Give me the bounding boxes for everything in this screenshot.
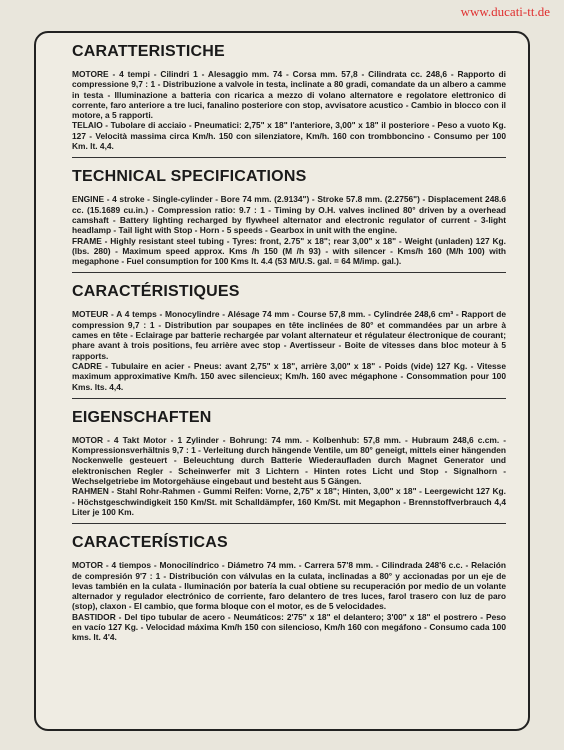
section-heading: CARACTERÍSTICAS bbox=[72, 534, 228, 552]
spec-paragraph bbox=[72, 309, 506, 360]
spec-label: BASTIDOR bbox=[72, 611, 116, 622]
spec-text: - Stahl Rohr-Rahmen - Gummi Reifen: Vorne, 2,75" x 18"; Hinten, 3,00" x 18" - Leergewicht 127 Kg. - Höchstgeschwindigkeit 150 Km/St. mit Schalldämpfer, 160 Km/St. mit Megaphon - Brennstoffverbrauch 4,4 Liter je 100 Km. bbox=[72, 486, 506, 517]
section-english bbox=[72, 168, 506, 266]
spec-text: - 4 tempi - Cilindri 1 - Alesaggio mm. 74 - Corsa mm. 57,8 - Cilindrata cc. 248,6 - Rapporto di compressione 9,7 : 1 - Distribuzione a valvole in testa, inclinate a 80 gradi, comandate da un albero a camme in testa - Illuminazione a batteria con ricarica a mezzo di volano alternatore e regolatore elettronico di corrente, faro anteriore a tre luci, fanalino posteriore con stop, avvisatore acustico - Cambio in blocco con il motore, a 5 rapporti. bbox=[72, 69, 506, 121]
spec-label: MOTEUR bbox=[72, 309, 109, 320]
spec-label: RAHMEN bbox=[72, 486, 109, 497]
spec-paragraph bbox=[72, 361, 506, 392]
section-divider bbox=[72, 157, 506, 158]
section-spanish bbox=[72, 534, 506, 642]
spec-text: - 4 stroke - Single-cylinder - Bore 74 mm. (2.9134") - Stroke 57.8 mm. (2.2756") - Displacement 248.6 cc. (15.1689 cu.in.) - Compression ratio: 9.7 : 1 - Timing by O.H. valves inclined 80° driven by a overhead camshaft - Battery lighting recharged by flywheel alternator and electronic regulator of current - 3-light headlamp - Tail light with Stop - Horn - 5 speeds - Gearbox in unit with the engine. bbox=[72, 194, 506, 236]
spec-text: - Del tipo tubular de acero - Neumáticos: 2'75" x 18" el delantero; 3'00" x 18" el postrero - Peso en vacío 127 Kg. - Velocidad máxima Km/h 150 con silencioso, Km/h 160 con megáfono - Consumo cada 100 kms. lt. 4'4. bbox=[72, 611, 506, 643]
spec-text: - Tubolare di acciaio - Pneumatici: 2,75" x 18" l'anteriore, 3,00" x 18" il posteriore - Peso a vuoto Kg. 127 - Velocità massima circa Km/h. 150 con silenziatore, Km/h. 160 con trombboncino - Consumo per 100 Km. lt. 4,4. bbox=[72, 120, 506, 152]
section-heading: EIGENSCHAFTEN bbox=[72, 408, 212, 426]
spec-paragraph bbox=[72, 435, 506, 486]
spec-paragraph bbox=[72, 194, 506, 235]
section-divider bbox=[72, 272, 506, 273]
spec-label: FRAME bbox=[72, 235, 102, 246]
section-divider bbox=[72, 398, 506, 399]
spec-text: - 4 tiempos - Monocilíndrico - Diámetro 74 mm. - Carrera 57'8 mm. - Cilindrada 248'6 c.c. - Relación de compresión 9'7 : 1 - Distribución con válvulas en la culata, inclinadas a 80° y accionadas por un eje de levas también en la culata - Iluminación por batería la cual obtiene su recuperación por medio de un volante alternador y regulador electrónico de corriente, faro delantero de tres luces, farol trasero con luz de paro (stop), claxon - El cambio, que forma bloque con el motor, es de 5 velocidades. bbox=[72, 560, 506, 612]
spec-sheet bbox=[34, 31, 530, 731]
spec-paragraph bbox=[72, 486, 506, 517]
section-divider bbox=[72, 523, 506, 524]
section-italian bbox=[72, 43, 506, 151]
spec-paragraph bbox=[72, 69, 506, 120]
spec-label: ENGINE bbox=[72, 194, 105, 205]
spec-label: TELAIO bbox=[72, 120, 103, 131]
spec-label: CADRE bbox=[72, 360, 102, 371]
spec-paragraph bbox=[72, 236, 506, 267]
website-url[interactable]: www.ducati-tt.de bbox=[460, 4, 550, 19]
spec-paragraph bbox=[72, 120, 506, 151]
spec-label: MOTOR bbox=[72, 560, 104, 571]
section-heading: CARATTERISTICHE bbox=[72, 43, 225, 60]
spec-text: - A 4 temps - Monocylindre - Alésage 74 mm - Course 57,8 mm. - Cylindrée 248,6 cm³ - Rapport de compression 9,7 : 1 - Distribution par soupapes en tête inclinées de 80° et commandées par un arbre à cames en tête - Eclairage par batterie rechargée par volant alternateur et régulateur électronique de courant; phare avant à trois positions, feu arrière avec stop - Avertisseur - Boite de vitesses dans bloc moteur à 5 rapports. bbox=[72, 309, 506, 361]
spec-text: - Tubulaire en acier - Pneus: avant 2,75" x 18", arrière 3,00" x 18" - Poids (vide) 127 Kg. - Vitesse maximum approximative Km/h. 150 avec silencieux; Km/h. 160 avec mégaphone - Consommation pour 100 Kms. lts. 4,4. bbox=[72, 360, 506, 392]
section-french bbox=[72, 283, 506, 391]
spec-text: - Highly resistant steel tubing - Tyres: front, 2.75" x 18"; rear 3,00" x 18" - Weight (unladen) 127 Kg. (lbs. 280) - Maximum speed approx. Kms /h 150 (M /h 93) - with silencer - Kms/h 160 (M/h 100) with megaphone - Fuel consumption for 100 Kms lt. 4.4 (53 M/U.S. gal. = 64 M/imp. gal.). bbox=[72, 235, 506, 267]
spec-paragraph bbox=[72, 560, 506, 611]
spec-paragraph bbox=[72, 612, 506, 643]
section-heading: TECHNICAL SPECIFICATIONS bbox=[72, 168, 307, 186]
spec-label: MOTORE bbox=[72, 69, 109, 79]
spec-label: MOTOR bbox=[72, 434, 104, 445]
section-heading: CARACTÉRISTIQUES bbox=[72, 283, 240, 301]
spec-text: - 4 Takt Motor - 1 Zylinder - Bohrung: 74 mm. - Kolbenhub: 57,8 mm. - Hubraum 248,6 c.cm. - Kompressionsverhältnis 9,7 : 1 - Verleitung durch hängende Ventile, um 80° geneigt, mittels einer hängenden Nockenwelle gesteuert - Beleuchtung durch Batterie Wiederaufladen durch Magnet Generator und elektronischen Regler - Scheinwerfer mit 3 Lichtern - Hinten rotes Licht und Stop - Signalhorn - Wechselgetriebe im Motorgehäuse eingebaut und besteht aus 5 Gängen. bbox=[72, 434, 506, 487]
section-german bbox=[72, 409, 506, 517]
